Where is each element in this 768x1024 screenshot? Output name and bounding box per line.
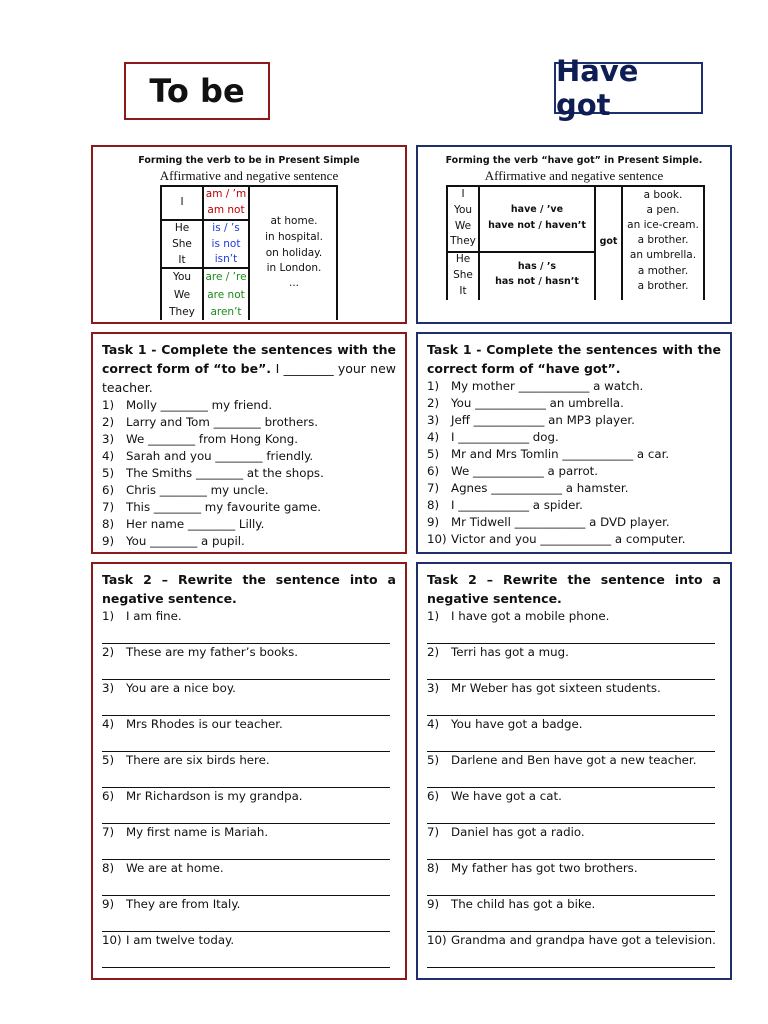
list-item: 9) Mr Tidwell ____________ a DVD player. xyxy=(427,515,670,529)
list-item: 8) My father has got two brothers. xyxy=(427,861,638,875)
list-item: 1) My mother ____________ a watch. xyxy=(427,379,644,393)
item-text: I ____________ dog. xyxy=(451,430,559,444)
complement-at-home: at home. xyxy=(270,215,318,227)
pronoun-he: He xyxy=(174,222,190,234)
list-item: 6) We ____________ a parrot. xyxy=(427,464,599,478)
to-be-table-panel xyxy=(91,145,407,324)
answer-line[interactable] xyxy=(427,733,715,752)
pronoun-i: I xyxy=(180,196,184,208)
item-text: Mr Richardson is my grandpa. xyxy=(126,789,303,803)
form-am: am / ’m xyxy=(205,188,247,200)
item-text: Daniel has got a radio. xyxy=(451,825,585,839)
form-am-not: am not xyxy=(207,204,245,216)
answer-line[interactable] xyxy=(102,661,390,680)
list-item: 6) Chris ________ my uncle. xyxy=(102,483,269,497)
item-text: We are at home. xyxy=(126,861,224,875)
item-text: You are a nice boy. xyxy=(126,681,236,695)
hg-got: got xyxy=(599,236,618,247)
item-text: Victor and you ____________ a computer. xyxy=(451,532,686,546)
list-item: 10) Victor and you ____________ a computer. xyxy=(427,532,686,546)
complement-ellipsis: ... xyxy=(288,277,299,289)
form-arent: aren’t xyxy=(210,306,242,318)
complement-on-holiday: on holiday. xyxy=(265,247,323,259)
item-text: Chris ________ my uncle. xyxy=(126,483,269,497)
item-text: They are from Italy. xyxy=(126,897,241,911)
list-item: 7) Daniel has got a radio. xyxy=(427,825,585,839)
list-item: 8) Her name ________ Lilly. xyxy=(102,517,265,531)
list-item: 2) These are my father’s books. xyxy=(102,645,299,659)
list-item: 5) Mr and Mrs Tomlin ____________ a car. xyxy=(427,447,670,461)
list-item: 1) I am fine. xyxy=(102,609,182,623)
list-item: 3) We ________ from Hong Kong. xyxy=(102,432,299,446)
answer-line[interactable] xyxy=(427,841,715,860)
list-item: 9) They are from Italy. xyxy=(102,897,241,911)
pronoun-we: We xyxy=(173,289,191,301)
hg-object-pen: a pen. xyxy=(646,204,680,216)
item-text: Her name ________ Lilly. xyxy=(126,517,265,531)
hg-object-brother: a brother. xyxy=(637,234,689,246)
form-is: is / ’s xyxy=(212,222,240,234)
to-be-table-heading: Forming the verb to be in Present Simple xyxy=(138,155,360,166)
item-text: Mr Weber has got sixteen students. xyxy=(451,681,661,695)
task1-have-got-panel xyxy=(416,332,732,554)
answer-line[interactable] xyxy=(102,913,390,932)
have-got-table-heading: Forming the verb “have got” in Present Simple. xyxy=(445,155,703,166)
hg-object-ice-cream: an ice-cream. xyxy=(627,219,699,231)
hg-pronoun-you: You xyxy=(453,204,473,216)
list-item: 7) This ________ my favourite game. xyxy=(102,500,322,514)
answer-line[interactable] xyxy=(102,841,390,860)
task1-to-be-title: Task 1 - Complete the sentences with the correct form of “to be”. I ________ your new teacher. xyxy=(102,342,396,395)
answer-line[interactable] xyxy=(102,949,390,968)
task2-have-got-list xyxy=(427,608,721,968)
list-item: 7) Agnes ____________ a hamster. xyxy=(427,481,629,495)
answer-line[interactable] xyxy=(427,913,715,932)
answer-line[interactable] xyxy=(427,877,715,896)
list-item: 2) You ____________ an umbrella. xyxy=(427,396,624,410)
task2-to-be-title: Task 2 – Rewrite the sentence into a negative sentence. xyxy=(102,572,396,606)
task1-have-got-title: Task 1 - Complete the sentences with the correct form of “have got”. xyxy=(427,342,721,376)
task2-to-be-panel xyxy=(91,562,407,980)
item-text: My father has got two brothers. xyxy=(451,861,638,875)
task1-to-be-list xyxy=(102,397,396,550)
item-text: My first name is Mariah. xyxy=(126,825,269,839)
hg-pronoun-they: They xyxy=(450,235,476,247)
complement-in-hospital: in hospital. xyxy=(265,231,323,243)
form-is-not: is not xyxy=(211,238,241,250)
item-text: We have got a cat. xyxy=(451,789,562,803)
task1-have-got-list xyxy=(427,378,721,548)
item-text: I have got a mobile phone. xyxy=(451,609,610,623)
item-text: I am twelve today. xyxy=(126,933,235,947)
list-item: 4) You have got a badge. xyxy=(427,717,583,731)
hg-pronoun-he: He xyxy=(455,253,471,265)
task1-to-be-example: I ________ your new teacher. xyxy=(102,361,396,395)
hg-pronoun-we: We xyxy=(454,220,472,232)
list-item: 1) I have got a mobile phone. xyxy=(427,609,610,623)
list-item: 8) We are at home. xyxy=(102,861,224,875)
answer-line[interactable] xyxy=(102,697,390,716)
item-text: Mrs Rhodes is our teacher. xyxy=(126,717,283,731)
list-item: 9) The child has got a bike. xyxy=(427,897,596,911)
answer-line[interactable] xyxy=(102,769,390,788)
item-text: Sarah and you ________ friendly. xyxy=(126,449,314,463)
list-item: 9) You ________ a pupil. xyxy=(102,534,245,548)
list-item: 8) I ____________ a spider. xyxy=(427,498,583,512)
list-item: 5) There are six birds here. xyxy=(102,753,270,767)
have-got-table-panel xyxy=(416,145,732,324)
answer-line[interactable] xyxy=(102,733,390,752)
item-text: Molly ________ my friend. xyxy=(126,398,273,412)
form-are: are / ’re xyxy=(205,271,247,283)
list-item: 3) Jeff ____________ an MP3 player. xyxy=(427,413,635,427)
to-be-title: To be xyxy=(124,62,270,120)
have-got-title: Have got xyxy=(554,62,703,114)
hg-object-mother: a mother. xyxy=(637,265,689,277)
list-item: 10) Grandma and grandpa have got a television. xyxy=(427,933,716,947)
answer-line[interactable] xyxy=(102,625,390,644)
list-item: 3) You are a nice boy. xyxy=(102,681,236,695)
item-text: You have got a badge. xyxy=(451,717,583,731)
item-text: Larry and Tom ________ brothers. xyxy=(126,415,318,429)
item-text: These are my father’s books. xyxy=(126,645,299,659)
item-text: This ________ my favourite game. xyxy=(126,500,322,514)
item-text: Grandma and grandpa have got a television. xyxy=(451,933,716,947)
pronoun-it: It xyxy=(178,254,186,266)
answer-line[interactable] xyxy=(427,661,715,680)
list-item: 6) We have got a cat. xyxy=(427,789,562,803)
item-text: We ____________ a parrot. xyxy=(451,464,599,478)
hg-form-has: has / ’s xyxy=(517,261,557,272)
item-text: I ____________ a spider. xyxy=(451,498,583,512)
list-item: 5) Darlene and Ben have got a new teacher. xyxy=(427,753,697,767)
form-isnt: isn’t xyxy=(214,253,238,265)
hg-object-book: a book. xyxy=(643,189,683,201)
answer-line[interactable] xyxy=(427,949,715,968)
to-be-table-subheading: Affirmative and negative sentence xyxy=(159,168,339,183)
pronoun-they: They xyxy=(169,306,195,318)
item-text: Agnes ____________ a hamster. xyxy=(451,481,629,495)
item-text: I am fine. xyxy=(126,609,182,623)
answer-line[interactable] xyxy=(427,625,715,644)
list-item: 5) The Smiths ________ at the shops. xyxy=(102,466,324,480)
task2-have-got-title: Task 2 – Rewrite the sentence into a negative sentence. xyxy=(427,572,721,606)
list-item: 6) Mr Richardson is my grandpa. xyxy=(102,789,303,803)
item-text: Mr and Mrs Tomlin ____________ a car. xyxy=(451,447,670,461)
hg-form-have: have / ’ve xyxy=(510,204,564,215)
item-text: There are six birds here. xyxy=(126,753,270,767)
hg-object-brother-2: a brother. xyxy=(637,280,689,292)
pronoun-you: You xyxy=(172,271,192,283)
list-item: 2) Terri has got a mug. xyxy=(427,645,569,659)
hg-form-have-not: have not / haven’t xyxy=(488,220,586,231)
task2-have-got-panel xyxy=(416,562,732,980)
complement-in-london: in London. xyxy=(266,262,322,274)
hg-object-umbrella: an umbrella. xyxy=(629,249,697,261)
answer-line[interactable] xyxy=(102,877,390,896)
list-item: 4) Mrs Rhodes is our teacher. xyxy=(102,717,283,731)
form-are-not: are not xyxy=(207,289,245,301)
answer-line[interactable] xyxy=(427,805,715,824)
task1-to-be-panel xyxy=(91,332,407,554)
list-item: 3) Mr Weber has got sixteen students. xyxy=(427,681,661,695)
item-text: The child has got a bike. xyxy=(451,897,596,911)
pronoun-she: She xyxy=(172,238,192,250)
item-text: We ________ from Hong Kong. xyxy=(126,432,299,446)
answer-line[interactable] xyxy=(427,769,715,788)
answer-line[interactable] xyxy=(427,697,715,716)
item-text: The Smiths ________ at the shops. xyxy=(126,466,324,480)
item-text: Darlene and Ben have got a new teacher. xyxy=(451,753,697,767)
task2-to-be-list xyxy=(102,608,396,968)
hg-pronoun-i: I xyxy=(461,188,465,200)
item-text: Terri has got a mug. xyxy=(451,645,569,659)
list-item: 4) Sarah and you ________ friendly. xyxy=(102,449,314,463)
item-text: You ____________ an umbrella. xyxy=(451,396,624,410)
list-item: 2) Larry and Tom ________ brothers. xyxy=(102,415,318,429)
list-item: 10) I am twelve today. xyxy=(102,933,235,947)
list-item: 1) Molly ________ my friend. xyxy=(102,398,273,412)
hg-pronoun-she: She xyxy=(453,269,473,281)
item-text: Mr Tidwell ____________ a DVD player. xyxy=(451,515,670,529)
hg-form-has-not: has not / hasn’t xyxy=(495,276,579,287)
item-text: Jeff ____________ an MP3 player. xyxy=(451,413,635,427)
have-got-table-subheading: Affirmative and negative sentence xyxy=(484,168,664,183)
hg-pronoun-it: It xyxy=(459,285,467,297)
item-text: You ________ a pupil. xyxy=(126,534,245,548)
answer-line[interactable] xyxy=(102,805,390,824)
item-text: My mother ____________ a watch. xyxy=(451,379,644,393)
list-item: 4) I ____________ dog. xyxy=(427,430,559,444)
list-item: 7) My first name is Mariah. xyxy=(102,825,269,839)
